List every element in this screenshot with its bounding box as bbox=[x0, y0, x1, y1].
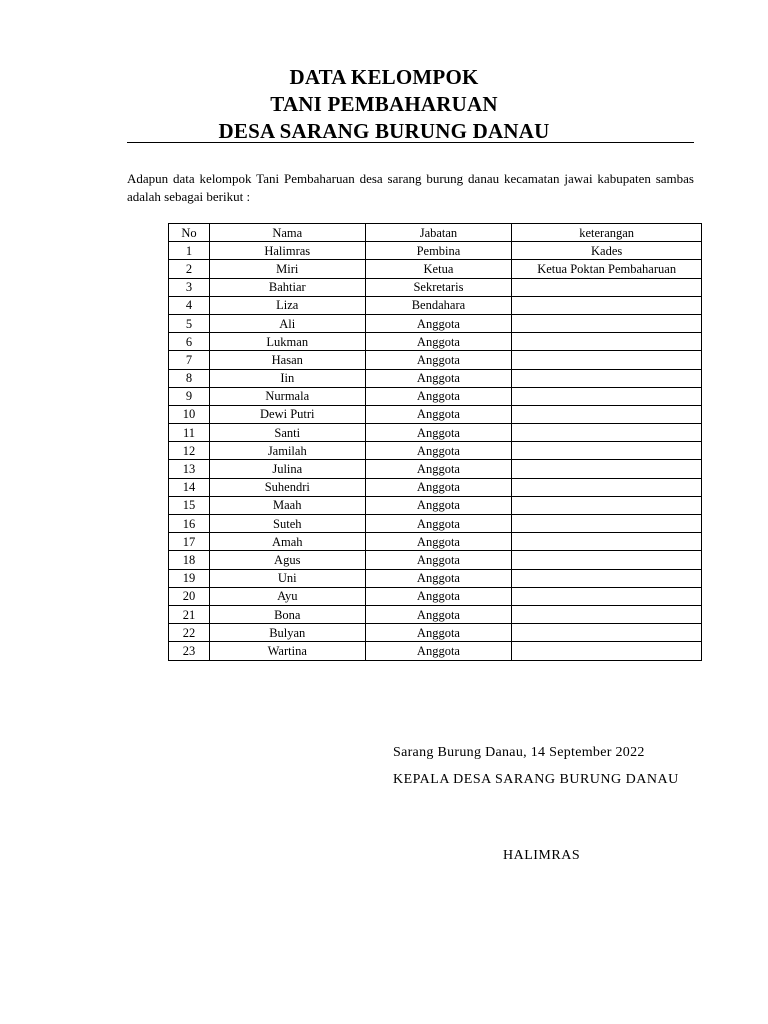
cell-jabatan: Anggota bbox=[365, 387, 512, 405]
cell-no: 16 bbox=[169, 515, 210, 533]
header-nama: Nama bbox=[209, 224, 365, 242]
cell-jabatan: Anggota bbox=[365, 460, 512, 478]
table-row bbox=[169, 333, 702, 351]
cell-no: 2 bbox=[169, 260, 210, 278]
table-row bbox=[169, 278, 702, 296]
signature-place-date: Sarang Burung Danau, 14 September 2022 bbox=[393, 745, 645, 760]
table-row bbox=[169, 587, 702, 605]
cell-jabatan: Anggota bbox=[365, 642, 512, 660]
cell-keterangan bbox=[512, 642, 702, 660]
cell-jabatan: Sekretaris bbox=[365, 278, 512, 296]
table-row bbox=[169, 515, 702, 533]
cell-jabatan: Anggota bbox=[365, 515, 512, 533]
table-row bbox=[169, 496, 702, 514]
cell-nama: Amah bbox=[209, 533, 365, 551]
cell-nama: Suteh bbox=[209, 515, 365, 533]
signature-name: HALIMRAS bbox=[503, 848, 581, 863]
cell-keterangan bbox=[512, 314, 702, 332]
cell-jabatan: Anggota bbox=[365, 405, 512, 423]
cell-keterangan bbox=[512, 442, 702, 460]
cell-no: 14 bbox=[169, 478, 210, 496]
table-row bbox=[169, 478, 702, 496]
cell-no: 3 bbox=[169, 278, 210, 296]
cell-no: 19 bbox=[169, 569, 210, 587]
cell-keterangan bbox=[512, 387, 702, 405]
cell-keterangan bbox=[512, 296, 702, 314]
table-row bbox=[169, 442, 702, 460]
cell-no: 11 bbox=[169, 424, 210, 442]
cell-keterangan bbox=[512, 624, 702, 642]
table-row bbox=[169, 642, 702, 660]
cell-no: 13 bbox=[169, 460, 210, 478]
cell-jabatan: Bendahara bbox=[365, 296, 512, 314]
title-line-2: TANI PEMBAHARUAN bbox=[270, 92, 498, 116]
title-divider bbox=[127, 142, 694, 143]
cell-no: 12 bbox=[169, 442, 210, 460]
table-row bbox=[169, 405, 702, 423]
table-row bbox=[169, 242, 702, 260]
cell-nama: Maah bbox=[209, 496, 365, 514]
cell-nama: Nurmala bbox=[209, 387, 365, 405]
table-row bbox=[169, 551, 702, 569]
cell-nama: Bona bbox=[209, 605, 365, 623]
cell-jabatan: Anggota bbox=[365, 569, 512, 587]
members-table bbox=[168, 223, 702, 661]
cell-jabatan: Anggota bbox=[365, 587, 512, 605]
cell-no: 15 bbox=[169, 496, 210, 514]
title-line-3: DESA SARANG BURUNG DANAU bbox=[218, 119, 550, 143]
cell-keterangan bbox=[512, 405, 702, 423]
cell-keterangan bbox=[512, 533, 702, 551]
cell-nama: Uni bbox=[209, 569, 365, 587]
cell-no: 20 bbox=[169, 587, 210, 605]
cell-nama: Julina bbox=[209, 460, 365, 478]
signature-title: KEPALA DESA SARANG BURUNG DANAU bbox=[393, 772, 679, 787]
header-keterangan: keterangan bbox=[512, 224, 702, 242]
cell-keterangan bbox=[512, 478, 702, 496]
header-jabatan: Jabatan bbox=[365, 224, 512, 242]
cell-nama: Ali bbox=[209, 314, 365, 332]
header-no: No bbox=[169, 224, 210, 242]
cell-nama: Agus bbox=[209, 551, 365, 569]
table-row bbox=[169, 260, 702, 278]
cell-keterangan bbox=[512, 424, 702, 442]
title-line-1: DATA KELOMPOK bbox=[289, 65, 479, 89]
cell-nama: Ayu bbox=[209, 587, 365, 605]
cell-no: 5 bbox=[169, 314, 210, 332]
cell-jabatan: Anggota bbox=[365, 442, 512, 460]
cell-jabatan: Anggota bbox=[365, 351, 512, 369]
cell-jabatan: Anggota bbox=[365, 333, 512, 351]
cell-keterangan bbox=[512, 278, 702, 296]
cell-jabatan: Anggota bbox=[365, 424, 512, 442]
cell-no: 18 bbox=[169, 551, 210, 569]
cell-jabatan: Anggota bbox=[365, 478, 512, 496]
table-row bbox=[169, 460, 702, 478]
table-row bbox=[169, 296, 702, 314]
cell-no: 23 bbox=[169, 642, 210, 660]
cell-keterangan bbox=[512, 569, 702, 587]
table-row bbox=[169, 569, 702, 587]
members-table-body bbox=[169, 242, 702, 660]
cell-no: 1 bbox=[169, 242, 210, 260]
cell-no: 4 bbox=[169, 296, 210, 314]
cell-jabatan: Anggota bbox=[365, 314, 512, 332]
cell-no: 10 bbox=[169, 405, 210, 423]
cell-keterangan bbox=[512, 460, 702, 478]
cell-no: 7 bbox=[169, 351, 210, 369]
cell-jabatan: Pembina bbox=[365, 242, 512, 260]
cell-no: 17 bbox=[169, 533, 210, 551]
cell-keterangan bbox=[512, 351, 702, 369]
cell-keterangan bbox=[512, 496, 702, 514]
cell-nama: Dewi Putri bbox=[209, 405, 365, 423]
table-row bbox=[169, 351, 702, 369]
cell-nama: Halimras bbox=[209, 242, 365, 260]
table-row bbox=[169, 624, 702, 642]
cell-jabatan: Anggota bbox=[365, 624, 512, 642]
cell-jabatan: Anggota bbox=[365, 551, 512, 569]
cell-jabatan: Ketua bbox=[365, 260, 512, 278]
cell-nama: Liza bbox=[209, 296, 365, 314]
cell-jabatan: Anggota bbox=[365, 605, 512, 623]
cell-keterangan bbox=[512, 605, 702, 623]
cell-nama: Jamilah bbox=[209, 442, 365, 460]
table-row bbox=[169, 314, 702, 332]
cell-no: 6 bbox=[169, 333, 210, 351]
table-row bbox=[169, 369, 702, 387]
cell-nama: Hasan bbox=[209, 351, 365, 369]
cell-keterangan bbox=[512, 333, 702, 351]
cell-no: 21 bbox=[169, 605, 210, 623]
cell-keterangan bbox=[512, 551, 702, 569]
cell-keterangan bbox=[512, 587, 702, 605]
intro-paragraph: Adapun data kelompok Tani Pembaharuan desa sarang burung danau kecamatan jawai kabupaten sambas adalah sebagai berikut : bbox=[127, 171, 694, 204]
document-title bbox=[0, 64, 768, 145]
cell-no: 22 bbox=[169, 624, 210, 642]
cell-nama: Santi bbox=[209, 424, 365, 442]
cell-no: 9 bbox=[169, 387, 210, 405]
cell-nama: Lukman bbox=[209, 333, 365, 351]
cell-nama: Suhendri bbox=[209, 478, 365, 496]
table-row bbox=[169, 387, 702, 405]
cell-nama: Bulyan bbox=[209, 624, 365, 642]
cell-keterangan: Kades bbox=[512, 242, 702, 260]
table-row bbox=[169, 605, 702, 623]
cell-nama: Iin bbox=[209, 369, 365, 387]
table-row bbox=[169, 424, 702, 442]
cell-jabatan: Anggota bbox=[365, 496, 512, 514]
cell-keterangan bbox=[512, 369, 702, 387]
cell-nama: Bahtiar bbox=[209, 278, 365, 296]
cell-jabatan: Anggota bbox=[365, 533, 512, 551]
cell-keterangan: Ketua Poktan Pembaharuan bbox=[512, 260, 702, 278]
cell-nama: Wartina bbox=[209, 642, 365, 660]
cell-keterangan bbox=[512, 515, 702, 533]
table-row bbox=[169, 533, 702, 551]
cell-nama: Miri bbox=[209, 260, 365, 278]
cell-no: 8 bbox=[169, 369, 210, 387]
table-header-row bbox=[169, 224, 702, 242]
cell-jabatan: Anggota bbox=[365, 369, 512, 387]
